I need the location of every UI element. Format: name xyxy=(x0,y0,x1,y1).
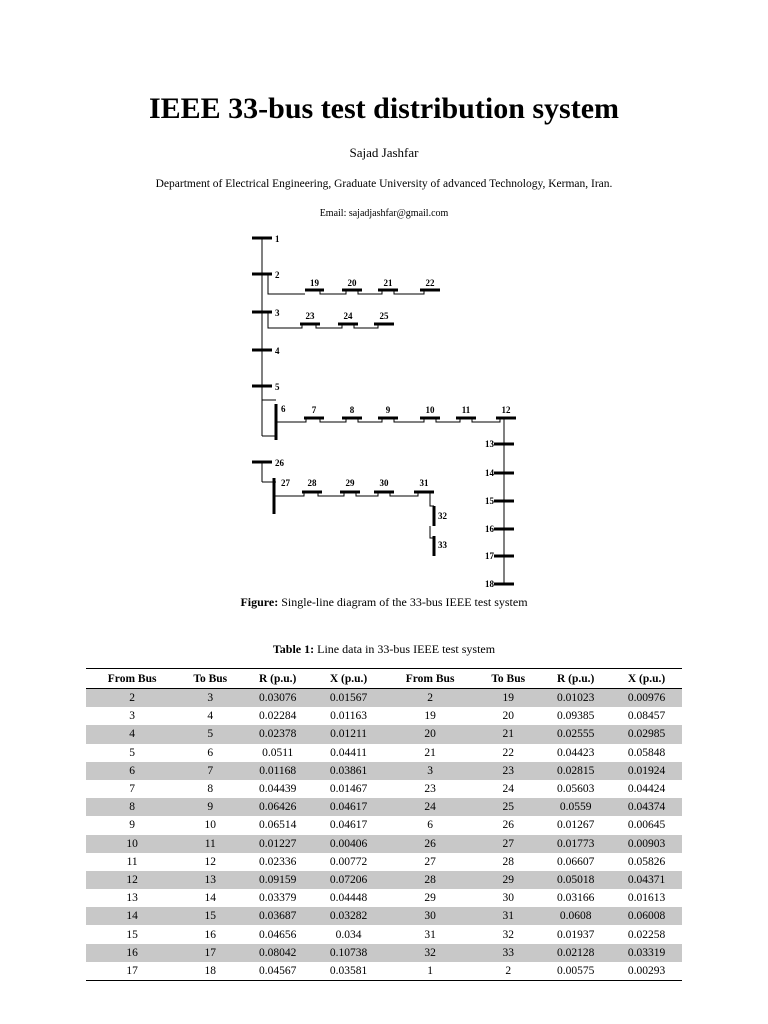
table-cell: 0.05018 xyxy=(540,871,611,889)
header-x-pu: X (p.u.) xyxy=(313,669,384,689)
table-cell: 8 xyxy=(86,798,178,816)
table-cell: 0.04424 xyxy=(627,783,666,796)
table-cell: 2 xyxy=(86,689,178,708)
table-cell: 19 xyxy=(424,710,436,723)
table-cell: 0.00976 xyxy=(611,689,682,708)
table-cell: 0.04567 xyxy=(258,964,297,977)
table-cell: 0.09159 xyxy=(242,871,313,889)
table-cell: 0.04617 xyxy=(329,819,368,832)
bus-label: 26 xyxy=(275,458,284,468)
bus-label: 5 xyxy=(275,382,280,392)
table-cell: 26 xyxy=(502,819,514,832)
table-cell: 0.01467 xyxy=(329,783,368,796)
table-cell: 0.01163 xyxy=(330,710,368,723)
table-cell: 0.03319 xyxy=(611,944,682,962)
author-email: Email: sajadjashfar@gmail.com xyxy=(319,208,449,219)
bus-label: 32 xyxy=(438,511,447,521)
table-cell: 23 xyxy=(424,783,436,796)
table-row xyxy=(86,962,682,981)
table-cell: 14 xyxy=(86,907,178,925)
table-caption xyxy=(0,642,768,657)
table-row xyxy=(86,835,682,853)
table-body xyxy=(86,689,682,981)
header-r-pu-2: R (p.u.) xyxy=(540,669,611,689)
table-cell: 0.06426 xyxy=(242,798,313,816)
table-cell: 0.01023 xyxy=(540,689,611,708)
bus-label: 29 xyxy=(345,478,355,488)
table-cell: 12 xyxy=(86,871,178,889)
table-row xyxy=(86,689,682,708)
table-row xyxy=(86,889,682,907)
bus-label: 17 xyxy=(485,551,494,561)
table-cell: 0.01613 xyxy=(627,892,666,905)
branch-line xyxy=(394,418,424,422)
table-cell: 0.03687 xyxy=(242,907,313,925)
table-cell: 6 xyxy=(86,762,178,780)
header-from-bus-2: From Bus xyxy=(384,669,476,689)
table-cell: 0.04439 xyxy=(258,783,297,796)
table-cell: 26 xyxy=(384,835,476,853)
table-cell: 13 xyxy=(126,892,138,905)
table-cell: 0.04656 xyxy=(258,928,297,941)
diagram-busbars xyxy=(252,238,516,584)
table-cell: 0.01227 xyxy=(242,835,313,853)
table-row xyxy=(86,707,682,725)
table-cell: 15 xyxy=(178,907,242,925)
bus-label: 33 xyxy=(438,540,447,550)
table-cell: 16 xyxy=(204,928,216,941)
figure-caption-text: Single-line diagram of the 33-bus IEEE test system xyxy=(278,595,528,609)
table-cell: 9 xyxy=(129,819,135,832)
table-cell: 10 xyxy=(86,835,178,853)
table-cell: 0.03379 xyxy=(258,892,297,905)
header-r-pu: R (p.u.) xyxy=(242,669,313,689)
bus-label: 19 xyxy=(310,278,319,288)
bus-label: 10 xyxy=(425,405,435,415)
table-cell: 0.0559 xyxy=(540,798,611,816)
table-cell: 27 xyxy=(424,855,436,868)
table-row xyxy=(86,816,682,834)
table-cell: 33 xyxy=(476,944,540,962)
table-cell: 0.01567 xyxy=(313,689,384,708)
bus-label: 9 xyxy=(385,405,391,415)
table-cell: 0.04617 xyxy=(313,798,384,816)
table-cell: 0.03166 xyxy=(556,892,595,905)
table-cell: 0.04411 xyxy=(330,746,368,759)
table-cell: 30 xyxy=(502,892,514,905)
branch-line xyxy=(394,290,424,294)
table-cell: 0.03861 xyxy=(313,762,384,780)
bus-label: 18 xyxy=(485,579,494,589)
table-cell: 0.06008 xyxy=(611,907,682,925)
table-header-row xyxy=(86,669,682,689)
table-cell: 4 xyxy=(86,725,178,743)
table-cell: 0.03282 xyxy=(313,907,384,925)
table-cell: 0.02336 xyxy=(258,855,297,868)
table-cell: 17 xyxy=(126,964,138,977)
table-cell: 21 xyxy=(424,746,436,759)
bus-label: 4 xyxy=(275,346,280,356)
table-cell: 0.02815 xyxy=(540,762,611,780)
bus-label: 14 xyxy=(485,468,494,478)
table-cell: 14 xyxy=(204,892,216,905)
table-cell: 27 xyxy=(476,835,540,853)
table-cell: 9 xyxy=(178,798,242,816)
table-cell: 0.02555 xyxy=(540,725,611,743)
table-cell: 31 xyxy=(424,928,436,941)
paper-title: IEEE 33-bus test distribution system xyxy=(148,92,620,125)
table-cell: 16 xyxy=(86,944,178,962)
table-caption-text: Line data in 33-bus IEEE test system xyxy=(314,642,496,656)
table-cell: 0.01773 xyxy=(540,835,611,853)
bus-label: 15 xyxy=(485,496,494,506)
table-cell: 0.00903 xyxy=(611,835,682,853)
bus-label: 23 xyxy=(305,311,315,321)
table-cell: 0.02258 xyxy=(627,928,666,941)
bus-label: 25 xyxy=(379,311,389,321)
table-cell: 0.06607 xyxy=(556,855,595,868)
table-row xyxy=(86,798,682,816)
figure-caption xyxy=(0,595,768,610)
table-cell: 11 xyxy=(126,855,138,868)
table-row xyxy=(86,762,682,780)
table-cell: 20 xyxy=(502,710,514,723)
bus-label: 2 xyxy=(275,270,280,280)
table-cell: 1 xyxy=(427,964,433,977)
table-cell: 0.02128 xyxy=(540,944,611,962)
table-cell: 0.00575 xyxy=(556,964,595,977)
table-row xyxy=(86,925,682,943)
table-cell: 0.01924 xyxy=(611,762,682,780)
bus-label: 1 xyxy=(275,234,280,244)
table-cell: 5 xyxy=(129,746,135,759)
table-cell: 24 xyxy=(502,783,514,796)
header-from-bus: From Bus xyxy=(86,669,178,689)
bus-label: 7 xyxy=(311,405,317,415)
bus-label: 30 xyxy=(379,478,389,488)
table-cell: 0.0608 xyxy=(540,907,611,925)
table-cell: 10 xyxy=(204,819,216,832)
author-name: Sajad Jashfar xyxy=(349,145,419,160)
table-cell: 0.05603 xyxy=(556,783,595,796)
bus-label: 28 xyxy=(307,478,317,488)
table-cell: 2 xyxy=(384,689,476,708)
table-cell: 11 xyxy=(178,835,242,853)
table-cell: 0.03581 xyxy=(329,964,368,977)
table-cell: 19 xyxy=(476,689,540,708)
table-cell: 30 xyxy=(384,907,476,925)
table-cell: 0.07206 xyxy=(313,871,384,889)
table-cell: 21 xyxy=(476,725,540,743)
table-cell: 0.05826 xyxy=(627,855,666,868)
bus-label: 20 xyxy=(347,278,357,288)
table-cell: 0.02985 xyxy=(611,725,682,743)
table-row xyxy=(86,744,682,762)
bus-label: 12 xyxy=(501,405,511,415)
branch-line xyxy=(274,492,304,496)
table-cell: 0.10738 xyxy=(313,944,384,962)
table-cell: 0.02284 xyxy=(258,710,297,723)
line-data-table xyxy=(86,668,682,981)
header-to-bus: To Bus xyxy=(178,669,242,689)
bus-label: 24 xyxy=(343,311,353,321)
table-caption-label: Table 1: xyxy=(272,642,315,656)
table-cell: 17 xyxy=(178,944,242,962)
table-cell: 31 xyxy=(476,907,540,925)
bus-label: 13 xyxy=(485,439,494,449)
bus-label: 22 xyxy=(425,278,435,288)
table-cell: 0.04374 xyxy=(611,798,682,816)
branch-line xyxy=(276,418,306,422)
table-row xyxy=(86,780,682,798)
table-row xyxy=(86,725,682,743)
bus-label: 6 xyxy=(281,404,286,414)
diagram-bus-labels xyxy=(275,234,511,589)
table-row xyxy=(86,853,682,871)
table-cell: 0.04371 xyxy=(611,871,682,889)
table-cell: 0.01937 xyxy=(556,928,595,941)
bus-label: 27 xyxy=(281,478,290,488)
table-cell: 4 xyxy=(207,710,214,723)
table-cell: 0.05848 xyxy=(627,746,666,759)
table-cell: 0.01267 xyxy=(556,819,595,832)
table-cell: 13 xyxy=(178,871,242,889)
table-cell: 0.03076 xyxy=(242,689,313,708)
table-cell: 12 xyxy=(204,855,216,868)
table-cell: 0.09385 xyxy=(556,710,595,723)
branch-line xyxy=(430,492,434,506)
table-cell: 3 xyxy=(129,710,135,723)
table-cell: 0.06514 xyxy=(258,819,297,832)
bus-label: 11 xyxy=(461,405,471,415)
table-row xyxy=(86,871,682,889)
header-x-pu-2: X (p.u.) xyxy=(611,669,682,689)
table-cell: 0.08457 xyxy=(627,710,666,723)
bus-label: 21 xyxy=(383,278,393,288)
branch-line xyxy=(268,312,302,328)
table-cell: 15 xyxy=(126,928,138,941)
table-cell: 5 xyxy=(178,725,242,743)
table-cell: 22 xyxy=(502,746,514,759)
table-cell: 29 xyxy=(424,892,436,905)
table-cell: 0.08042 xyxy=(242,944,313,962)
table-cell: 0.02378 xyxy=(242,725,313,743)
table-cell: 3 xyxy=(178,689,242,708)
table-cell: 28 xyxy=(384,871,476,889)
table-cell: 25 xyxy=(476,798,540,816)
table-cell: 28 xyxy=(502,855,514,868)
table-cell: 2 xyxy=(505,964,512,977)
bus-label: 3 xyxy=(275,308,280,318)
table-cell: 0.04448 xyxy=(329,892,368,905)
table-cell: 7 xyxy=(178,762,242,780)
branch-line xyxy=(472,418,500,422)
table-cell: 0.00772 xyxy=(329,855,368,868)
table-cell: 7 xyxy=(129,783,135,796)
table-cell: 23 xyxy=(476,762,540,780)
table-cell: 18 xyxy=(204,964,216,977)
table-cell: 24 xyxy=(384,798,476,816)
affiliation: Department of Electrical Engineering, Graduate University of advanced Technology, Kerman, Iran. xyxy=(155,178,613,190)
table-cell: 6 xyxy=(207,746,214,759)
table-cell: 0.00293 xyxy=(627,964,666,977)
table-cell: 32 xyxy=(384,944,476,962)
table-cell: 6 xyxy=(427,819,433,832)
table-row xyxy=(86,944,682,962)
bus-label: 31 xyxy=(419,478,429,488)
table-cell: 32 xyxy=(502,928,514,941)
table-cell: 20 xyxy=(384,725,476,743)
bus-label: 8 xyxy=(349,405,355,415)
table-cell: 0.00645 xyxy=(627,819,666,832)
table-cell: 29 xyxy=(476,871,540,889)
table-cell: 0.04423 xyxy=(556,746,595,759)
table-cell: 0.0511 xyxy=(262,746,294,759)
table-cell: 8 xyxy=(207,783,214,796)
bus-label: 16 xyxy=(485,524,494,534)
table-cell: 0.01211 xyxy=(313,725,384,743)
table-cell: 0.00406 xyxy=(313,835,384,853)
branch-line xyxy=(268,274,305,294)
table-cell: 0.034 xyxy=(335,928,362,941)
table-row xyxy=(86,907,682,925)
header-to-bus-2: To Bus xyxy=(476,669,540,689)
branch-line xyxy=(390,492,418,496)
table-cell: 0.01168 xyxy=(242,762,313,780)
table-cell: 3 xyxy=(384,762,476,780)
figure-caption-label: Figure: xyxy=(240,595,279,609)
